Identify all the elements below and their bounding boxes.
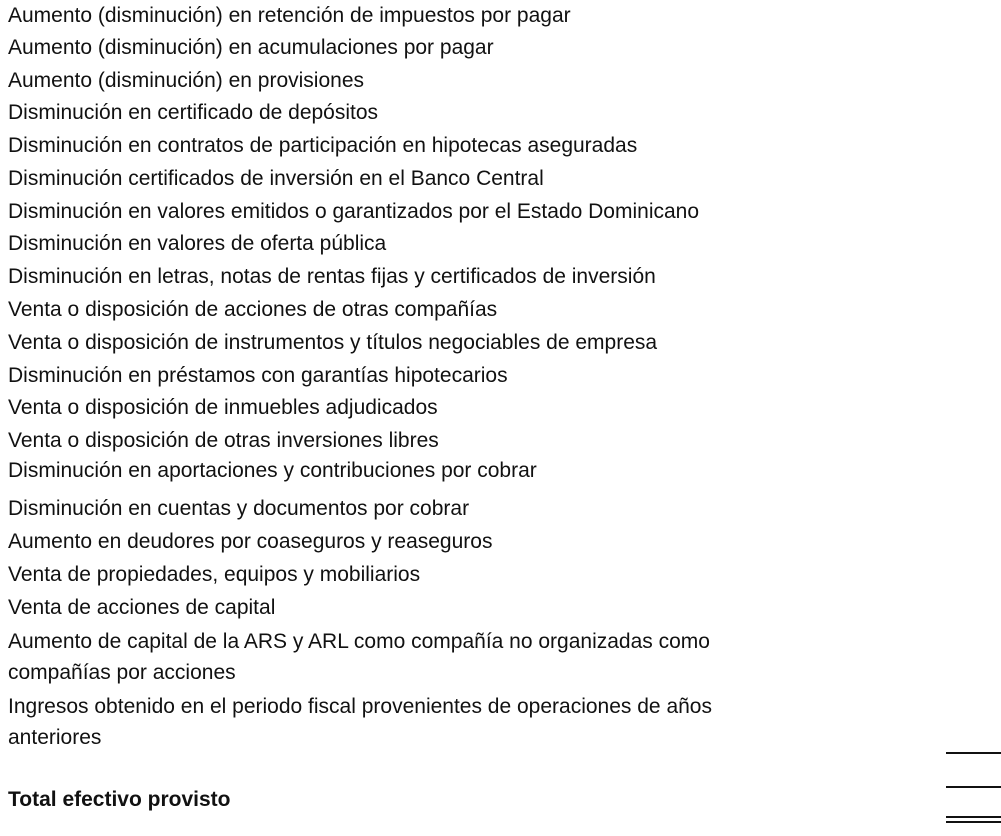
- line-item: Aumento de capital de la ARS y ARL como compañía no organizadas como: [8, 630, 710, 653]
- line-item: Disminución en valores emitidos o garantizados por el Estado Dominicano: [8, 200, 700, 223]
- subtotal-rule: [946, 786, 1001, 788]
- line-item: Disminución en certificado de depósitos: [8, 101, 379, 124]
- line-item: Venta de propiedades, equipos y mobiliarios: [8, 563, 421, 586]
- line-item: Venta o disposición de acciones de otras compañías: [8, 298, 498, 321]
- line-item: compañías por acciones: [8, 661, 236, 684]
- line-item: Disminución en valores de oferta pública: [8, 232, 387, 255]
- line-item: Venta o disposición de instrumentos y títulos negociables de empresa: [8, 331, 658, 354]
- total-double-rule-bottom: [946, 821, 1001, 823]
- line-item: Aumento (disminución) en acumulaciones por pagar: [8, 36, 494, 59]
- line-item: Aumento (disminución) en provisiones: [8, 69, 365, 92]
- line-item: anteriores: [8, 726, 102, 749]
- line-item: Disminución en letras, notas de rentas fijas y certificados de inversión: [8, 265, 656, 288]
- line-item: Ingresos obtenido en el periodo fiscal provenientes de operaciones de años: [8, 695, 712, 718]
- line-item: Disminución en préstamos con garantías hipotecarios: [8, 364, 508, 387]
- line-item: Venta de acciones de capital: [8, 596, 276, 619]
- line-item: Disminución en cuentas y documentos por cobrar: [8, 497, 470, 520]
- line-item: Venta o disposición de inmuebles adjudicados: [8, 396, 438, 419]
- line-item: Aumento (disminución) en retención de impuestos por pagar: [8, 4, 571, 27]
- total-double-rule-top: [946, 816, 1001, 818]
- total-label: Total efectivo provisto: [8, 788, 231, 811]
- line-item: Aumento en deudores por coaseguros y reaseguros: [8, 530, 493, 553]
- line-item: Disminución en contratos de participación en hipotecas aseguradas: [8, 134, 638, 157]
- subtotal-rule: [946, 752, 1001, 754]
- line-item: Venta o disposición de otras inversiones libres: [8, 429, 439, 452]
- line-item: Disminución certificados de inversión en el Banco Central: [8, 167, 544, 190]
- line-item: Disminución en aportaciones y contribuciones por cobrar: [8, 459, 537, 482]
